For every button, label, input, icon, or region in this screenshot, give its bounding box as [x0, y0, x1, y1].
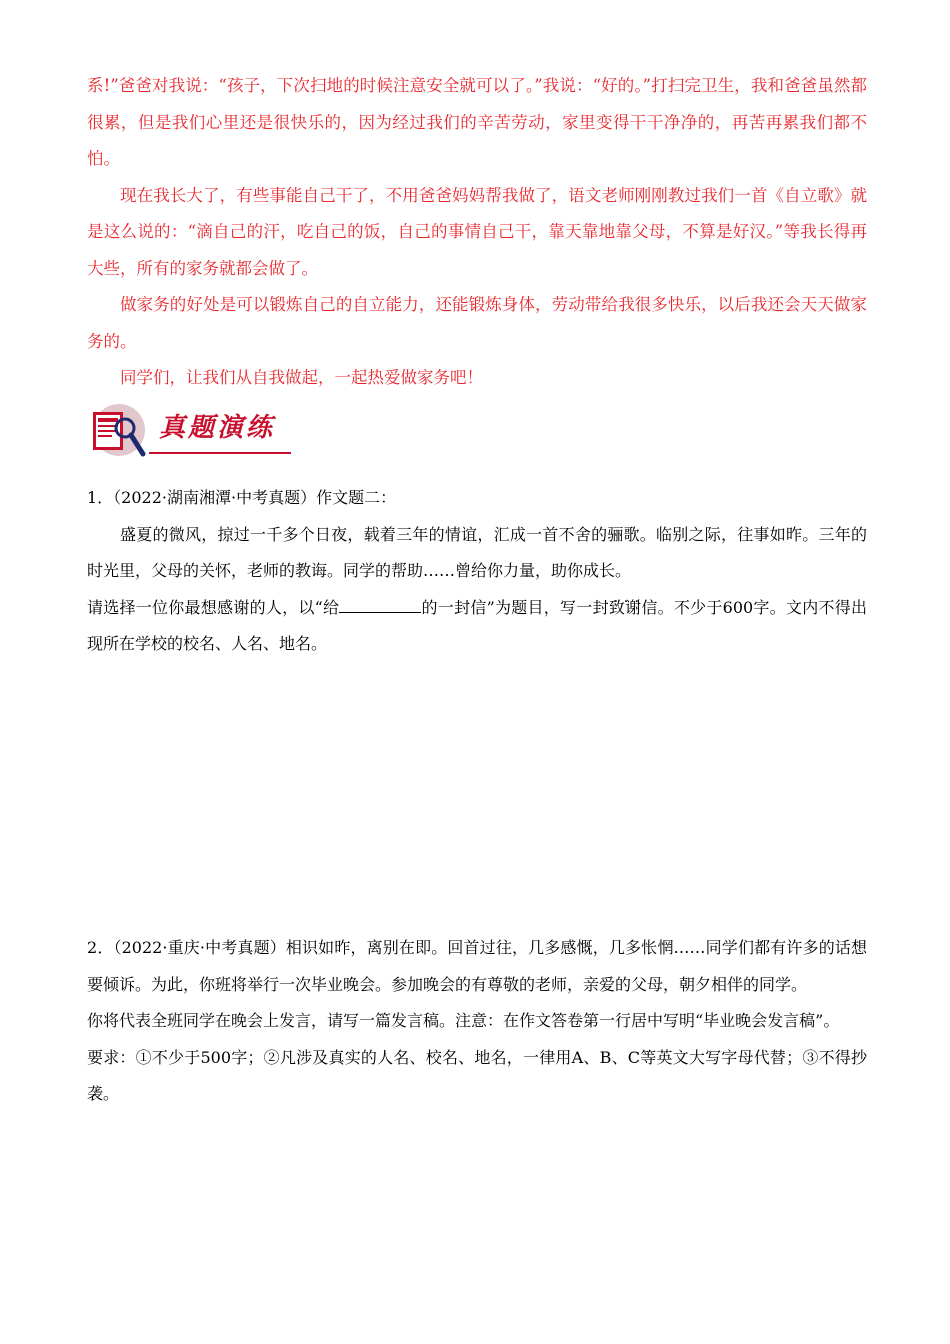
essay-paragraph-4: 同学们，让我们从自我做起，一起热爱做家务吧！	[120, 368, 483, 387]
question-2	[87, 930, 867, 1113]
question-1-requirement	[87, 590, 867, 663]
section-underline	[149, 452, 291, 454]
requirement-part-a: 请选择一位你最想感谢的人，以“给	[87, 597, 340, 617]
question-1-body: 盛夏的微风，掠过一千多个日夜，载着三年的情谊，汇成一首不舍的骊歌。临别之际，往事如昨。三年的时光里，父母的关怀，老师的教诲。同学的帮助……曾给你力量，助你成长。	[87, 524, 867, 580]
book-magnifier-icon	[87, 402, 151, 462]
section-title: 真题演练	[159, 413, 276, 443]
essay-paragraph-3: 做家务的好处是可以锻炼自己的自立能力，还能锻炼身体，劳动带给我很多快乐，以后我还会天天做家务的。	[87, 295, 867, 351]
question-1	[87, 480, 867, 663]
requirement-part-b: 的一封信”为题目，写一封	[421, 597, 609, 617]
fill-in-blank	[339, 596, 421, 613]
essay-paragraph-2: 现在我长大了，有些事能自己干了，不用爸爸妈妈帮我做了，语文老师刚刚教过我们一首《自立歌》就是这么说的：“滴自己的汗，吃自己的饭，自己的事情自己干，靠天靠地靠父母，不算是好汉。”等我长得再大些，所有的家务就都会做了。	[87, 185, 867, 278]
section-banner	[87, 402, 297, 462]
question-2-requirements: 要求：①不少于500字；②凡涉及真实的人名、校名、地名，一律用A、B、C等英文大写字母代替；③不得抄袭。	[87, 1047, 867, 1103]
question-2-header: 2．（2022·重庆·中考真题）相识如昨，离别在即。回首过往，几多感慨，几多怅惘……同学们都有许多的话想要倾诉。为此，你班将举行一次毕业晚会。参加晚会的有尊敬的老师，亲爱的父母，朝夕相伴的同学。	[87, 938, 867, 994]
sample-essay	[87, 68, 867, 397]
essay-paragraph-1: 系!”爸爸对我说：“孩子，下次扫地的时候注意安全就可以了。”我说：“好的。”打扫完卫生，我和爸爸虽然都很累，但是我们心里还是很快乐的，因为经过我们的辛苦劳动，家里变得干干净净的，再苦再累我们都不怕。	[87, 76, 867, 168]
question-2-task: 你将代表全班同学在晚会上发言，请写一篇发言稿。注意：在作文答卷第一行居中写明“毕业晚会发言稿”。	[87, 1011, 840, 1030]
question-1-header: 1．（2022·湖南湘潭·中考真题）作文题二：	[87, 488, 397, 507]
requirement-part-c: 。不少于600字。文内不得出现所在学校的校名、人名、地名。	[87, 597, 867, 653]
emphasized-text: · · · 致谢信	[609, 598, 658, 617]
